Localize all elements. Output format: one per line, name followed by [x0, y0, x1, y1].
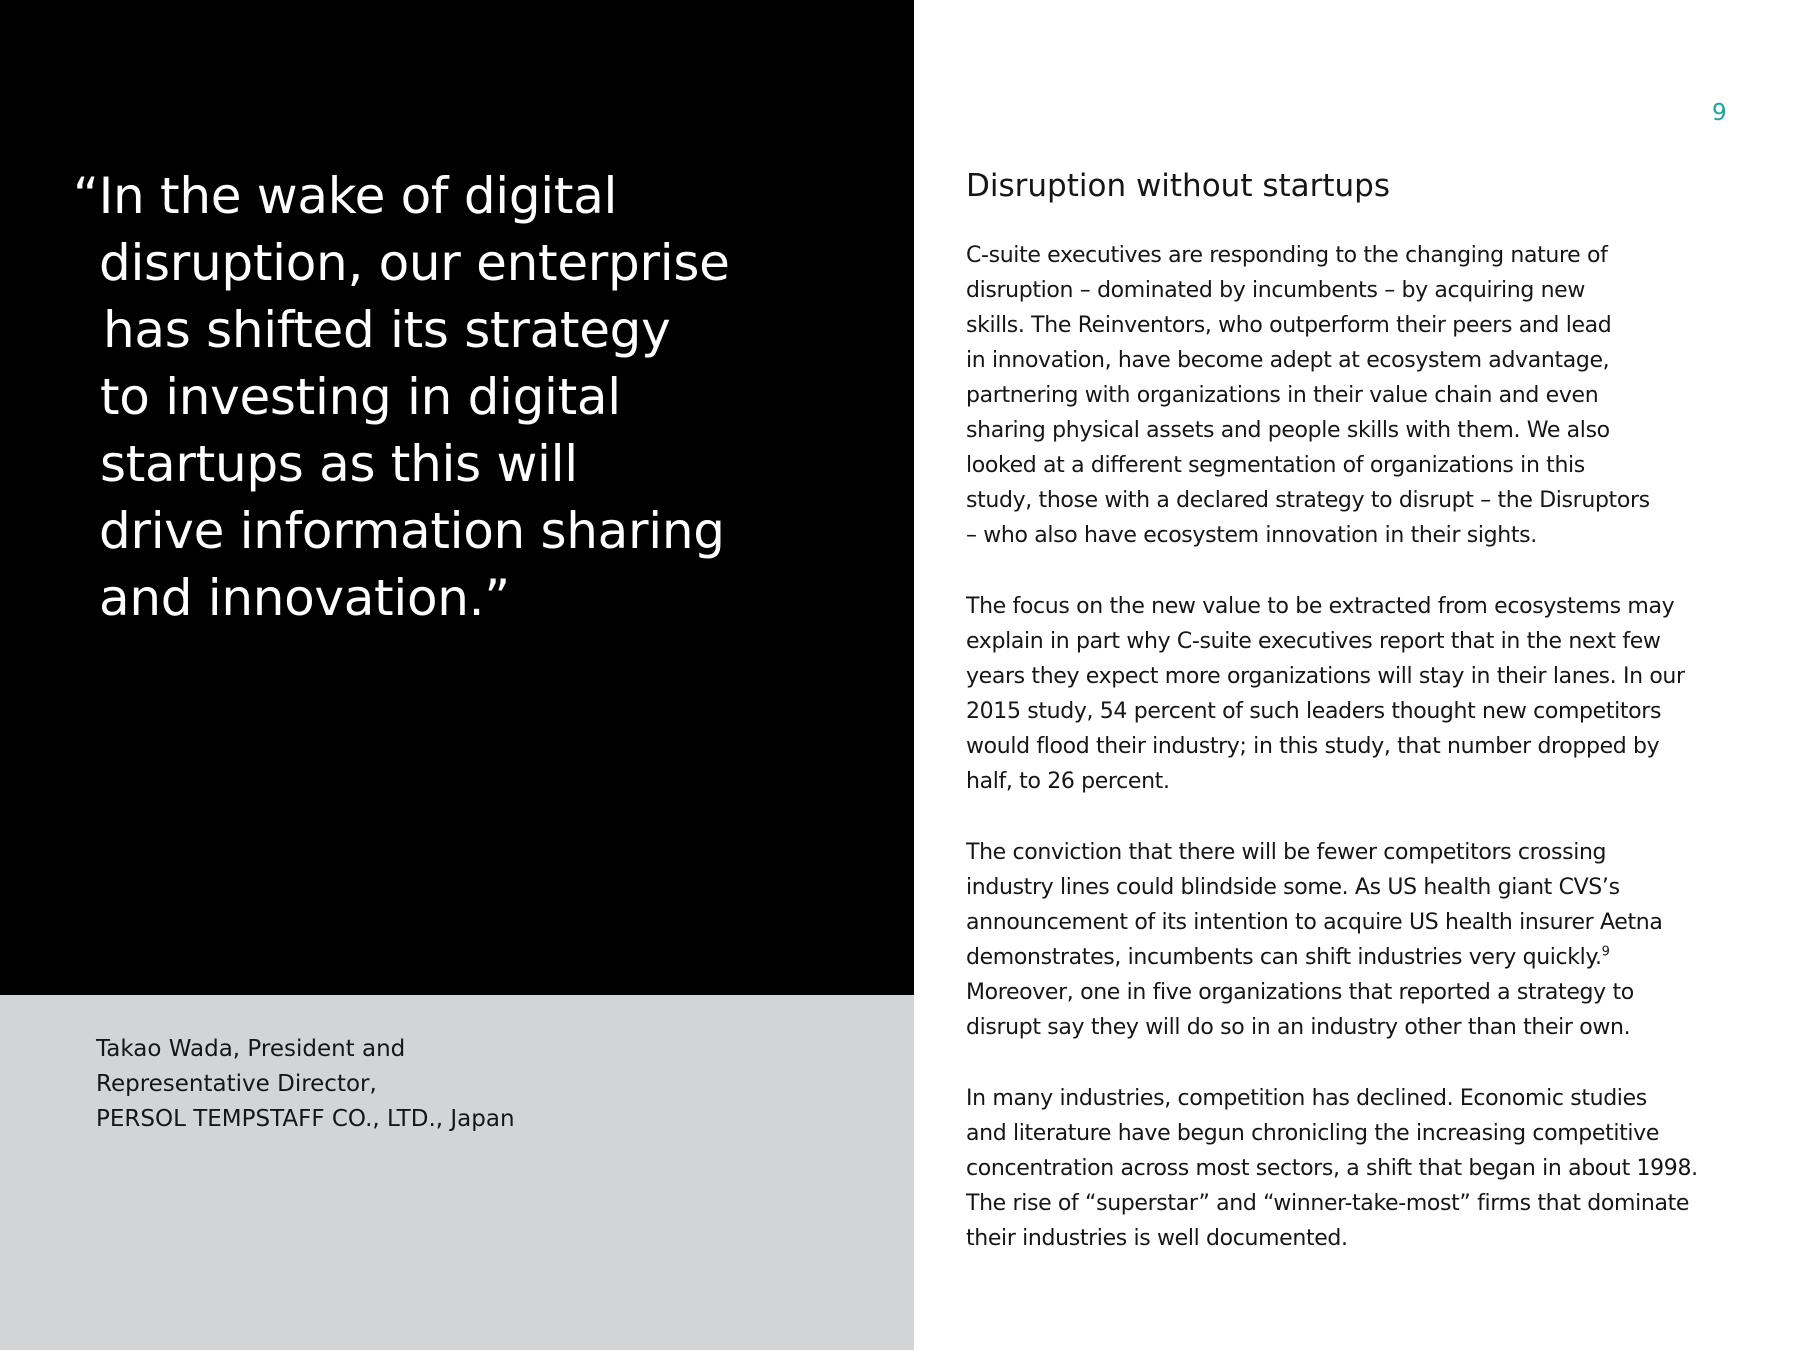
body-line: The conviction that there will be fewer competitors crossing	[966, 840, 1607, 865]
attribution-line: Representative Director,	[96, 1071, 377, 1097]
quote-panel	[0, 0, 914, 995]
body-line: The rise of “superstar” and “winner-take-most” firms that dominate	[966, 1191, 1690, 1216]
body-line-text: demonstrates, incumbents can shift industries very quickly.	[966, 945, 1602, 970]
attribution-line: Takao Wada, President and	[96, 1036, 406, 1062]
body-line: study, those with a declared strategy to disrupt – the Disruptors	[966, 488, 1650, 513]
body-line: half, to 26 percent.	[966, 769, 1170, 794]
section-title: Disruption without startups	[966, 168, 1391, 204]
attribution-panel	[0, 995, 914, 1350]
quote-line: has shifted its strategy	[103, 301, 671, 359]
quote-line: disruption, our enterprise	[99, 234, 730, 292]
body-line: – who also have ecosystem innovation in their sights.	[966, 523, 1537, 548]
body-line: years they expect more organizations will stay in their lanes. In our	[966, 664, 1685, 689]
quote-line: “In the wake of digital	[73, 167, 618, 225]
body-line-with-footnote	[966, 944, 1610, 970]
body-line: and literature have begun chronicling the increasing competitive	[966, 1121, 1660, 1146]
body-line: The focus on the new value to be extracted from ecosystems may	[966, 594, 1675, 619]
body-line: in innovation, have become adept at ecosystem advantage,	[966, 348, 1610, 373]
body-line: explain in part why C-suite executives report that in the next few	[966, 629, 1661, 654]
quote-line: to investing in digital	[100, 368, 621, 426]
body-line: Moreover, one in five organizations that reported a strategy to	[966, 980, 1634, 1005]
quote-line: drive information sharing	[99, 502, 725, 560]
body-line: In many industries, competition has declined. Economic studies	[966, 1086, 1647, 1111]
body-line: their industries is well documented.	[966, 1226, 1348, 1251]
body-line: 2015 study, 54 percent of such leaders thought new competitors	[966, 699, 1662, 724]
body-line: industry lines could blindside some. As US health giant CVS’s	[966, 875, 1620, 900]
body-line: skills. The Reinventors, who outperform their peers and lead	[966, 313, 1612, 338]
quote-line: startups as this will	[100, 435, 578, 493]
attribution-line: PERSOL TEMPSTAFF CO., LTD., Japan	[96, 1106, 515, 1132]
quote-line: and innovation.”	[99, 569, 510, 627]
body-line: partnering with organizations in their value chain and even	[966, 383, 1599, 408]
body-line: would flood their industry; in this study, that number dropped by	[966, 734, 1660, 759]
body-line: sharing physical assets and people skills with them. We also	[966, 418, 1610, 443]
body-line: C-suite executives are responding to the changing nature of	[966, 243, 1608, 268]
body-line: disruption – dominated by incumbents – by acquiring new	[966, 278, 1586, 303]
body-line: concentration across most sectors, a shift that began in about 1998.	[966, 1156, 1698, 1181]
body-line: announcement of its intention to acquire US health insurer Aetna	[966, 910, 1663, 935]
page-number: 9	[1712, 100, 1727, 126]
body-line: looked at a different segmentation of organizations in this	[966, 453, 1585, 478]
footnote-marker: 9	[1601, 944, 1610, 960]
body-line: disrupt say they will do so in an industry other than their own.	[966, 1015, 1631, 1040]
